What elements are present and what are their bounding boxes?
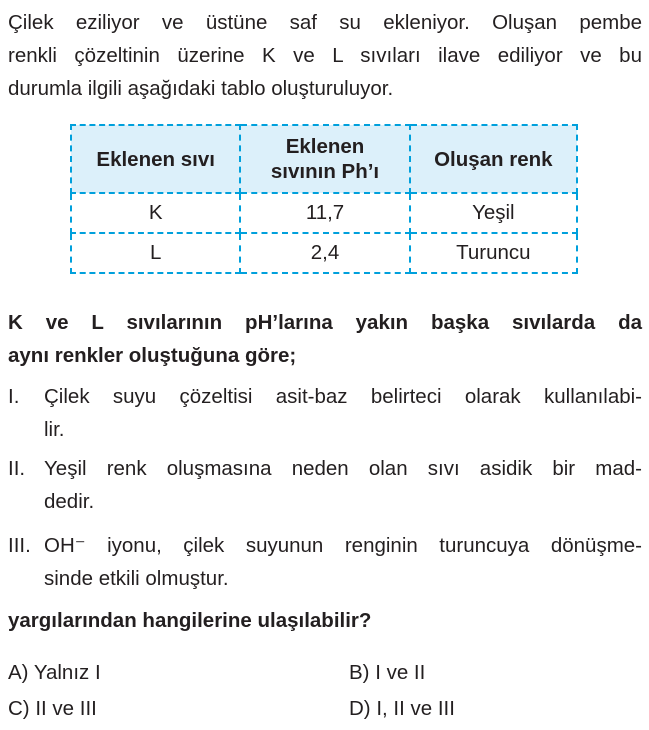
cell-color: Turuncu	[410, 233, 577, 273]
question-line-1: K ve L sıvılarının pH’larına yakın başka sıvılarda da	[8, 311, 642, 334]
table-row	[71, 193, 577, 233]
ask-line: yargılarından hangilerine ulaşılabilir?	[8, 609, 372, 632]
statement-line-2: dedir.	[44, 490, 95, 513]
cell-ph: 11,7	[240, 193, 409, 233]
intro-line-3: durumla ilgili aşağıdaki tablo oluşturuluyor.	[8, 77, 394, 100]
option-c[interactable]: C) II ve III	[8, 697, 97, 720]
cell-liquid: L	[71, 233, 240, 273]
cell-ph: 2,4	[240, 233, 409, 273]
cell-liquid: K	[71, 193, 240, 233]
option-b[interactable]: B) I ve II	[349, 661, 426, 684]
statement-line-2: lir.	[44, 418, 65, 441]
table-row	[71, 233, 577, 273]
statement-number: I.	[8, 385, 20, 408]
intro-line-2: renkli çözeltinin üzerine K ve L sıvıları ilave ediliyor ve bu	[8, 44, 642, 67]
data-table	[70, 124, 578, 274]
question-stem	[8, 306, 642, 372]
statement-number: III.	[8, 534, 31, 557]
option-d[interactable]: D) I, II ve III	[349, 697, 455, 720]
header-added-liquid: Eklenen sıvı	[71, 125, 240, 193]
option-a[interactable]: A) Yalnız I	[8, 661, 101, 684]
statement-line-2: sinde etkili olmuştur.	[44, 567, 229, 590]
header-ph-line-2: sıvının Ph’ı	[270, 160, 380, 183]
intro-line-1: Çilek eziliyor ve üstüne saf su ekleniyor. Oluşan pembe	[8, 11, 642, 34]
statement-number: II.	[8, 457, 26, 480]
statement-line-1: OH⁻ iyonu, çilek suyunun renginin turuncuya dönüşme-	[44, 534, 642, 557]
header-color: Oluşan renk	[410, 125, 577, 193]
table-header-row	[71, 125, 577, 193]
header-ph-line-1: Eklenen	[285, 135, 365, 158]
statement-line-1: Çilek suyu çözeltisi asit-baz belirteci olarak kullanılabi-	[44, 385, 642, 408]
cell-color: Yeşil	[410, 193, 577, 233]
header-ph	[240, 125, 409, 193]
statement-line-1: Yeşil renk oluşmasına neden olan sıvı asidik bir mad-	[44, 457, 642, 480]
question-line-2: aynı renkler oluştuğuna göre;	[8, 344, 297, 367]
intro-paragraph	[8, 6, 642, 105]
